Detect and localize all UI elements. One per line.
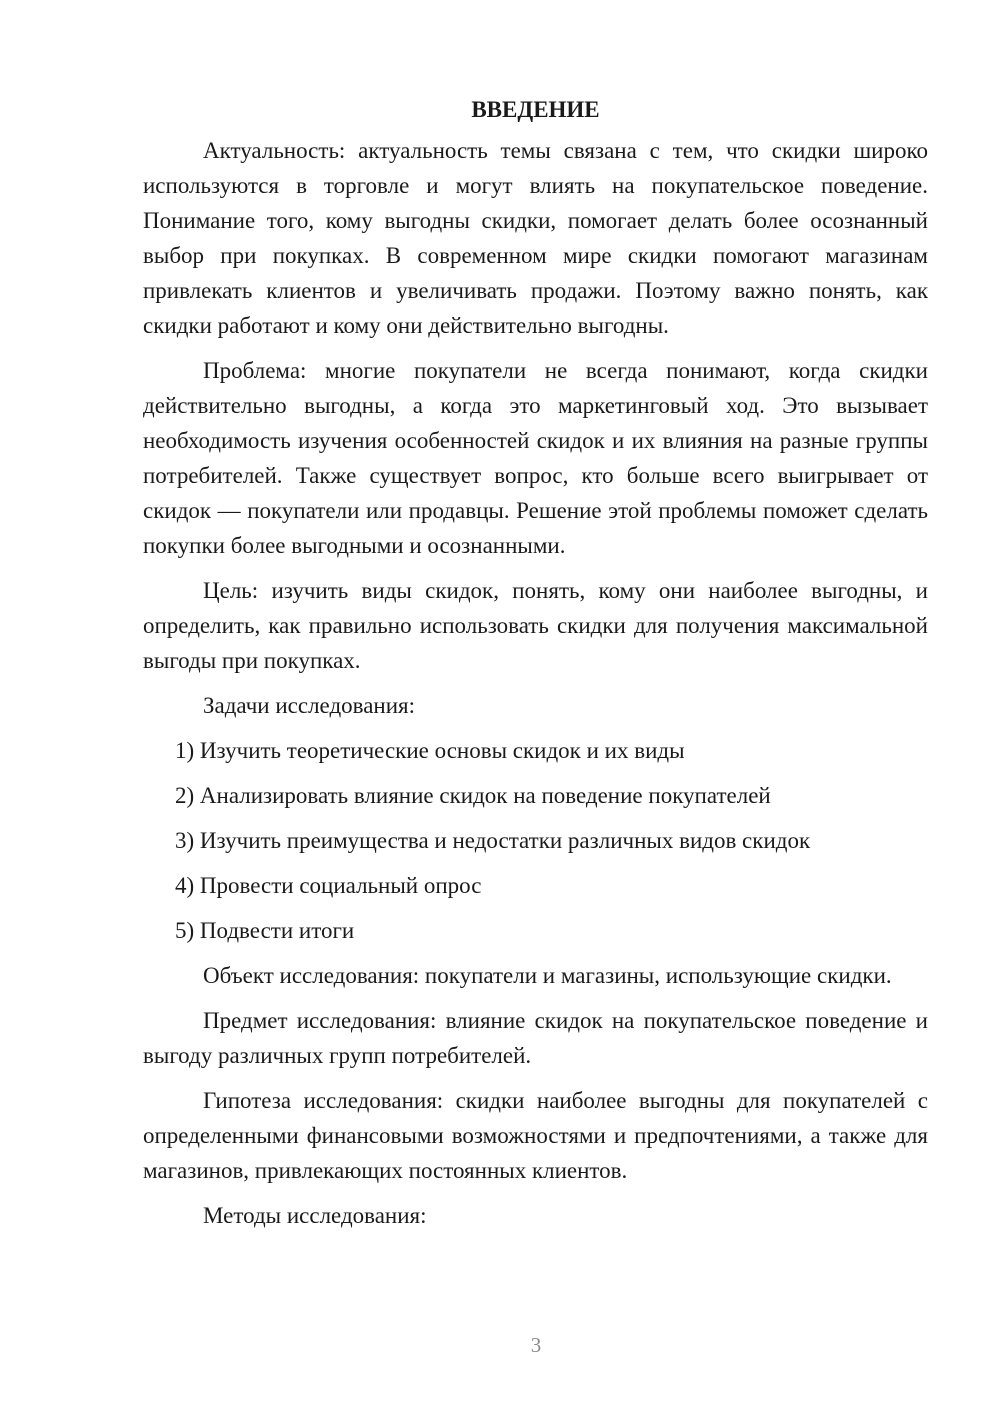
paragraph-object: Объект исследования: покупатели и магазины, использующие скидки. [203, 963, 892, 988]
document-page [143, 92, 928, 1243]
paragraph-hypothesis: Гипотеза исследования: скидки наиболее выгодны для покупателей с определенными финансовыми возможностями и предпочтениями, а также для магазинов, привлекающих постоянных клиентов. [143, 1088, 928, 1183]
task-item-2: 2) Анализировать влияние скидок на поведение покупателей [175, 783, 771, 808]
tasks-heading: Задачи исследования: [203, 693, 416, 718]
paragraph-relevance: Актуальность: актуальность темы связана с тем, что скидки широко используются в торговле и могут влиять на покупательское поведение. Понимание того, кому выгодны скидки, помогает делать более осознанный выбор при покупках. В современном мире скидки помогают магазинам привлекать клиентов и увеличивать продажи. Поэтому важно понять, как скидки работают и кому они действительно выгодны. [143, 138, 928, 338]
paragraph-subject: Предмет исследования: влияние скидок на покупательское поведение и выгоду различных групп потребителей. [143, 1008, 928, 1068]
methods-heading: Методы исследования: [203, 1203, 427, 1228]
page-number: 3 [530, 1333, 542, 1357]
paragraph-goal: Цель: изучить виды скидок, понять, кому они наиболее выгодны, и определить, как правильно использовать скидки для получения максимальной выгоды при покупках. [143, 578, 928, 673]
section-title: ВВЕДЕНИЕ [471, 97, 600, 122]
task-item-3: 3) Изучить преимущества и недостатки различных видов скидок [175, 828, 811, 853]
tasks-list [143, 733, 928, 948]
paragraph-problem: Проблема: многие покупатели не всегда понимают, когда скидки действительно выгодны, а когда это маркетинговый ход. Это вызывает необходимость изучения особенностей скидок и их влияния на разные группы потребителей. Также существует вопрос, кто больше всего выигрывает от скидок — покупатели или продавцы. Решение этой проблемы поможет сделать покупки более выгодными и осознанными. [143, 358, 928, 558]
task-item-4: 4) Провести социальный опрос [175, 873, 482, 898]
task-item-5: 5) Подвести итоги [175, 918, 355, 943]
task-item-1: 1) Изучить теоретические основы скидок и их виды [175, 738, 685, 763]
